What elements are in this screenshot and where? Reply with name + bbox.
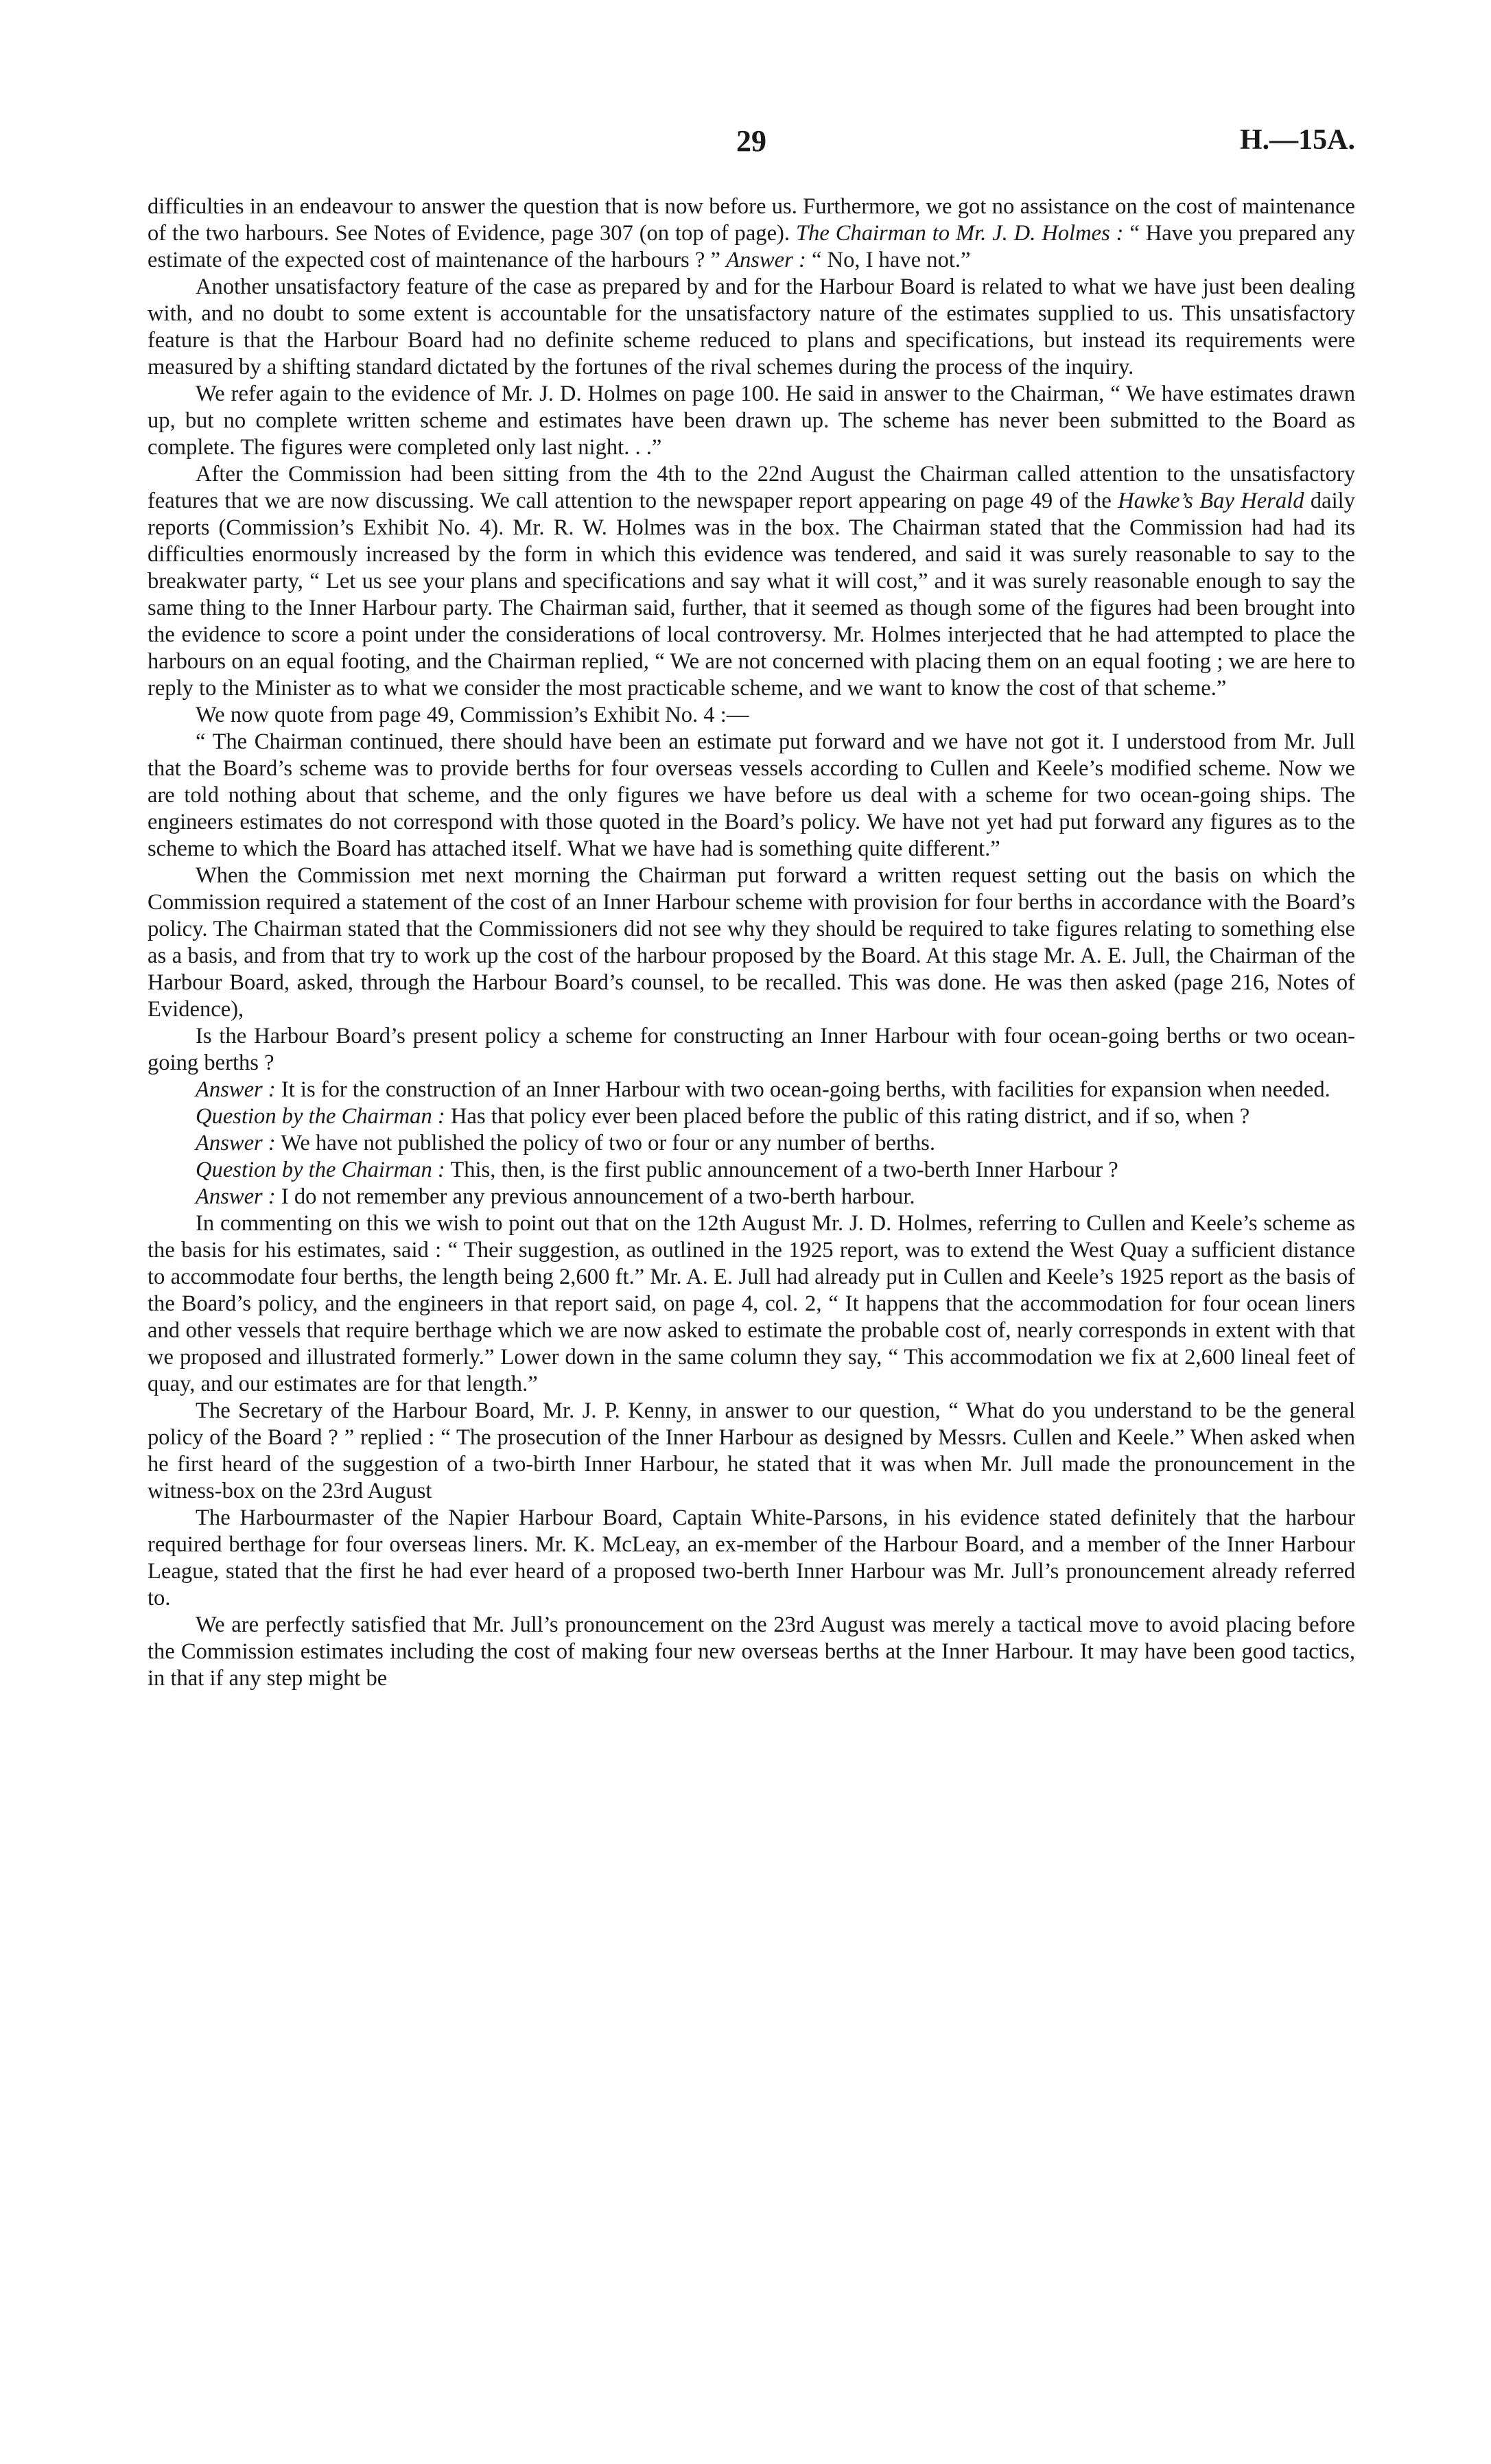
paragraph — [148, 1398, 1355, 1505]
text-segment-italic: Answer : — [726, 248, 806, 272]
text-segment: We are perfectly satisfied that Mr. Jull’s pronouncement on the 23rd August was merely a tactical move to avoid placing before the Commission estimates including the cost of making four new overseas berths at the Inner Harbour. It may have been good tactics, in that if any step might be — [148, 1612, 1355, 1691]
text-segment: Is the Harbour Board’s present policy a scheme for constructing an Inner Harbour with four ocean-going berths or two ocean-going berths ? — [148, 1024, 1355, 1075]
page-header — [148, 124, 1355, 172]
text-segment: We now quote from page 49, Commission’s Exhibit No. 4 :— — [196, 703, 749, 727]
text-segment: daily reports (Commission’s Exhibit No. 4). Mr. R. W. Holmes was in the box. The Chairman stated that the Commission had had its difficulties enormously increased by the form in which this evidence was tendered, and said it was surely reasonable to say to the breakwater party, “ Let us see your plans and specifications and say what it will cost,” and it was surely reasonable enough to say the same thing to the Inner Harbour party. The Chairman said, further, that it seemed as though some of the figures had been brought into the evidence to score a point under the considerations of local controversy. Mr. Holmes interjected that he had attempted to place the harbours on an equal footing, and the Chairman replied, “ We are not concerned with placing them on an equal footing ; we are here to reply to the Minister as to what we consider the most practicable scheme, and we want to know the cost of that scheme.” — [148, 489, 1355, 701]
text-segment: “ No, I have not.” — [806, 248, 971, 272]
paragraph — [148, 1505, 1355, 1612]
paragraph — [148, 702, 1355, 729]
question-paragraph — [148, 1157, 1355, 1184]
question-label: Question by the Chairman : — [196, 1158, 445, 1182]
text-segment: Has that policy ever been placed before the public of this rating district, and if so, when ? — [445, 1104, 1250, 1129]
paragraph — [148, 381, 1355, 461]
text-segment: “ Have you prepared any estimate of the expected cost of maintenance of the harbours ? ” — [148, 221, 1355, 272]
newspaper-title: Hawke’s Bay Herald — [1118, 489, 1304, 513]
text-segment: When the Commission met next morning the Chairman put forward a written request setting out the basis on which the Commission required a statement of the cost of an Inner Harbour scheme with provision for four berths in accordance with the Board’s policy. The Chairman stated that the Commissioners did not see why they should be required to take figures relating to something else as a basis, and from that try to work up the cost of the harbour proposed by the Board. At this stage Mr. A. E. Jull, the Chairman of the Harbour Board, asked, through the Harbour Board’s counsel, to be recalled. This was done. He was then asked (page 216, Notes of Evidence), — [148, 863, 1355, 1022]
document-reference: H.—15A. — [1240, 124, 1355, 156]
text-segment: After the Commission had been sitting from the 4th to the 22nd August the Chairman called attention to the unsatisfactory features that we are now discussing. We call attention to the newspaper report appearing on page 49 of the — [148, 462, 1355, 513]
question-label: Question by the Chairman : — [196, 1104, 445, 1129]
quoted-paragraph — [148, 729, 1355, 863]
paragraph — [148, 274, 1355, 381]
text-segment: In commenting on this we wish to point out that on the 12th August Mr. J. D. Holmes, referring to Cullen and Keele’s scheme as the basis for his estimates, said : “ Their suggestion, as outlined in the 1925 report, was to extend the West Quay a sufficient distance to accommodate four berths, the length being 2,600 ft.” Mr. A. E. Jull had already put in Cullen and Keele’s 1925 report as the basis of the Board’s policy, and the engineers in that report said, on page 4, col. 2, “ It happens that the accommodation for four ocean liners and other vessels that require berthage which we are now asked to estimate the probable cost of, nearly corresponds in extent with that we proposed and illustrated formerly.” Lower down in the same column they say, “ This accommodation we fix at 2,600 lineal feet of quay, and our estimates are for that length.” — [148, 1211, 1355, 1396]
answer-paragraph — [148, 1130, 1355, 1157]
page-number: 29 — [736, 124, 766, 158]
answer-label: Answer : — [196, 1184, 276, 1209]
text-segment: The Secretary of the Harbour Board, Mr. J. P. Kenny, in answer to our question, “ What do you understand to be the general policy of the Board ? ” replied : “ The prosecution of the Inner Harbour as designed by Messrs. Cullen and Keele.” When asked when he first heard of the suggestion of a two-birth Inner Harbour, he stated that it was when Mr. Jull made the pronouncement in the witness-box on the 23rd August — [148, 1398, 1355, 1503]
answer-label: Answer : — [196, 1077, 276, 1102]
question-paragraph — [148, 1103, 1355, 1130]
paragraph — [148, 1210, 1355, 1398]
text-segment: It is for the construction of an Inner Harbour with two ocean-going berths, with facilities for expansion when needed. — [275, 1077, 1330, 1102]
paragraph — [148, 193, 1355, 274]
text-segment: “ The Chairman continued, there should have been an estimate put forward and we have not got it. I understood from Mr. Jull that the Board’s scheme was to provide berths for four overseas vessels according to Cullen and Keele’s modified scheme. Now we are told nothing about that scheme, and the only figures we have before us deal with a scheme for two ocean-going ships. The engineers estimates do not correspond with those quoted in the Board’s policy. We have not yet had put forward any figures as to the scheme to which the Board has attached itself. What we have had is something quite different.” — [148, 729, 1355, 861]
text-segment: difficulties in an endeavour to answer the question that is now before us. Furthermore, we got no assistance on the cost of maintenance of the two harbours. See Notes of Evidence, page 307 (on top of page). — [148, 194, 1355, 246]
answer-paragraph — [148, 1077, 1355, 1103]
text-segment: This, then, is the first public announcement of a two-berth Inner Harbour ? — [445, 1158, 1118, 1182]
text-segment: We refer again to the evidence of Mr. J. D. Holmes on page 100. He said in answer to the Chairman, “ We have estimates drawn up, but no complete written scheme and estimates have been drawn up. The scheme has never been submitted to the Board as complete. The figures were completed only last night. . .” — [148, 382, 1355, 460]
paragraph — [148, 461, 1355, 702]
paragraph — [148, 1612, 1355, 1692]
text-segment: We have not published the policy of two or four or any number of berths. — [275, 1131, 935, 1155]
text-segment: The Harbourmaster of the Napier Harbour Board, Captain White-Parsons, in his evidence stated definitely that the harbour required berthage for four overseas liners. Mr. K. McLeay, an ex-member of the Harbour Board, and a member of the Inner Harbour League, stated that the first he had ever heard of a proposed two-berth Inner Harbour was Mr. Jull’s pronouncement already referred to. — [148, 1505, 1355, 1610]
question-paragraph — [148, 1023, 1355, 1077]
text-segment-italic: The Chairman to Mr. J. D. Holmes : — [795, 221, 1124, 246]
text-segment: Another unsatisfactory feature of the case as prepared by and for the Harbour Board is related to what we have just been dealing with, and no doubt to some extent is accountable for the unsatisfactory nature of the estimates supplied to us. This unsatisfactory feature is that the Harbour Board had no definite scheme reduced to plans and specifications, but instead its requirements were measured by a shifting standard dictated by the fortunes of the rival schemes during the process of the inquiry. — [148, 274, 1355, 379]
text-segment: I do not remember any previous announcement of a two-berth harbour. — [275, 1184, 915, 1209]
answer-paragraph — [148, 1184, 1355, 1210]
body-text — [148, 193, 1355, 1692]
answer-label: Answer : — [196, 1131, 276, 1155]
paragraph — [148, 863, 1355, 1023]
